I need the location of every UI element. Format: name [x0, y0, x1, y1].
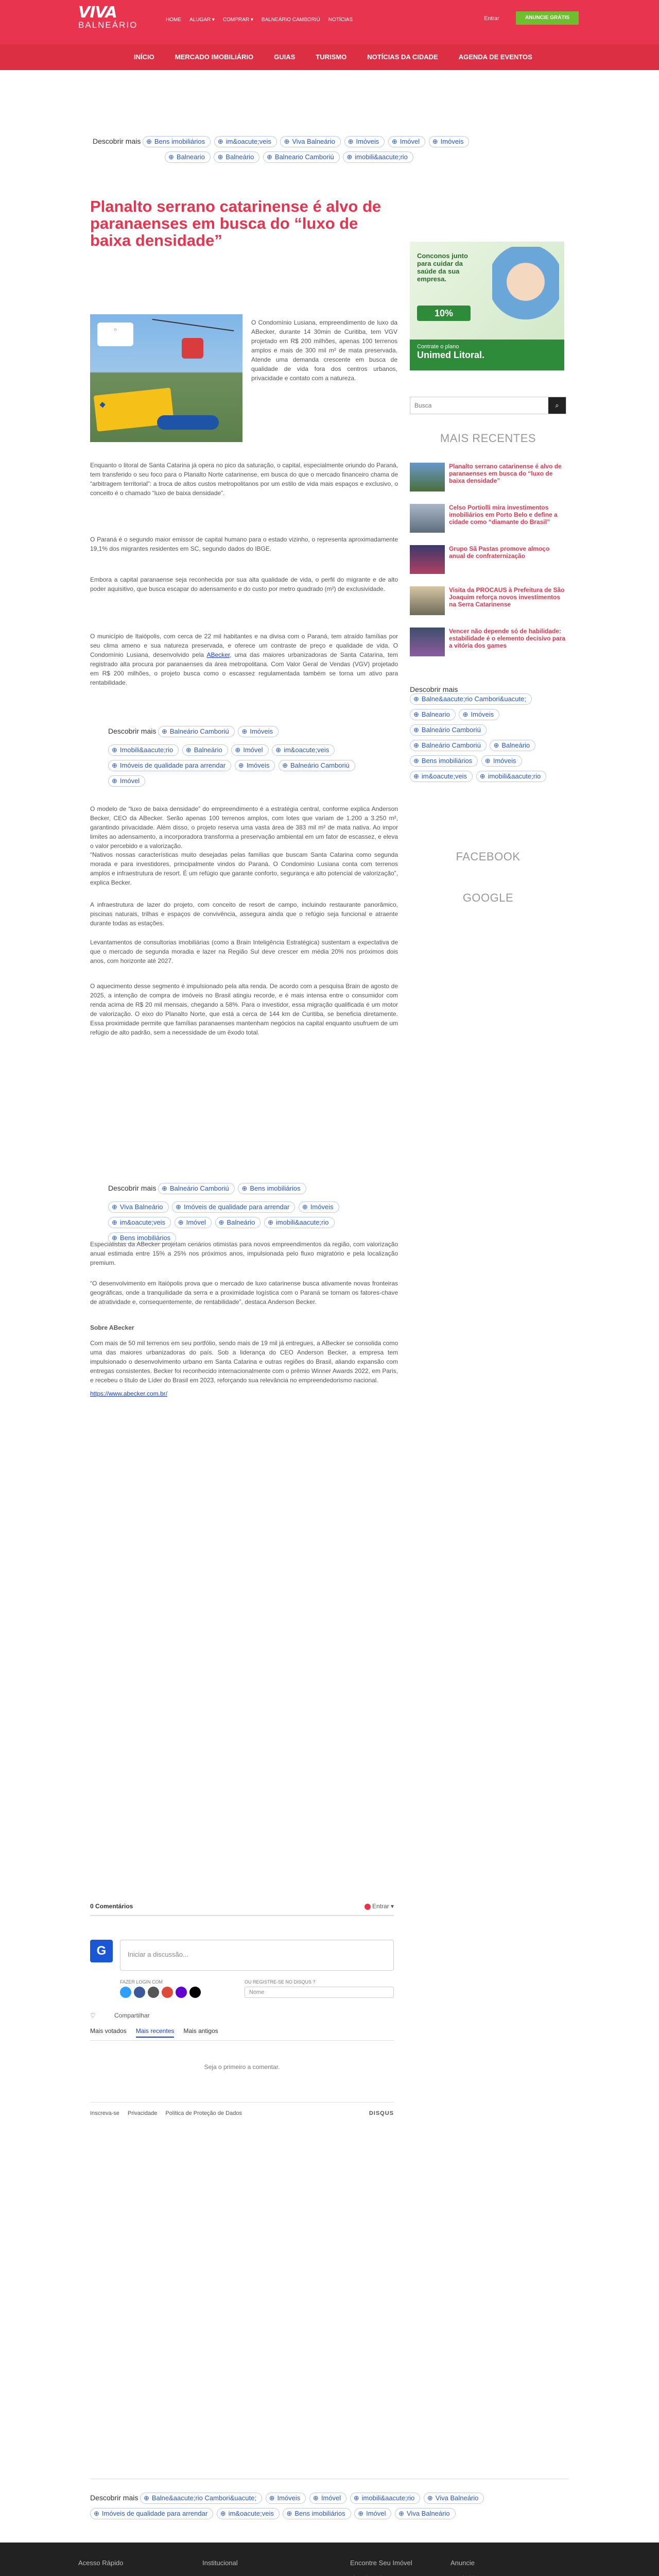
- comment-placeholder: Iniciar a discussão...: [128, 1951, 188, 1958]
- name-placeholder: Nome: [249, 1989, 265, 1995]
- article-paragraph: O Condomínio Lusiana, empreendimento de luxo da ABecker, durante 14 30min de Curitiba, tem VGV projetado em R$ 200 milhões, apenas 100 terrenos amplos e mais de 300 mil m² de mata preservada. Atende uma demanda crescente em busca de qualidade de vida fora dos centros urbanos, privacidade e contato com a natureza.: [251, 319, 397, 382]
- footer-link[interactable]: [202, 2574, 255, 2576]
- article-paragraph: O município de Itaiópolis, com cerca de 22 mil habitantes e na divisa com o Paraná, tem atraído famílias por seu clima ameno e sua natureza preservada, e oferece um contraste de preço e qualidade de vida. O Condomínio Lusiana, desenvolvido pela ABecker, uma das maiores urbanizadoras de Santa Catarina, tem registrado alta procura por paranaenses da área metropolitana. Com Valor Geral de Vendas (VGV) projetado em R$ 200 milhões, o projeto busca como o escassez regulamentada também se torna um ativo para rentabilidade.: [90, 633, 398, 686]
- main-nav: [0, 44, 659, 70]
- recent-title: Planalto serrano catarinense é alvo de paranaenses em busca do “luxo de baixa densidade”: [449, 463, 562, 484]
- comments-login-label: Entrar: [372, 1903, 389, 1910]
- chip[interactable]: ⊕ imobili&aacute;rio: [264, 1217, 335, 1228]
- chip[interactable]: ⊕ Balneário Camboriú: [410, 740, 487, 751]
- discover-label: Descobrir mais: [93, 137, 141, 145]
- footer-col-advertise: [450, 2559, 494, 2576]
- hero-logo-badge: ☼: [97, 323, 133, 346]
- recent-title: Visita da PROCAUS à Prefeitura de São Joaquim reforça novos investimentos na Serra Catarinense: [449, 586, 565, 608]
- discover-label: Descobrir mais: [108, 1184, 157, 1192]
- recent-post[interactable]: [410, 628, 566, 664]
- article-paragraph: Com mais de 50 mil terrenos em seu portfólio, sendo mais de 19 mil já entregues, a ABecker se consolida como uma das maiores urbanizadoras do país. Sob a liderança do CEO Anderson Becker, a empresa tem impulsionado o desenvolvimento urbano em Santa Catarina e outras regiões do Brasil, aliando expansão com entregas consistentes. Becker foi reconhecido internacionalmente com o prêmio Winner Awards 2022, em Paris, e recebeu o título de Líder do Brasil em 2023, reforçando sua relevância no empreendedorismo nacional.: [90, 1340, 398, 1384]
- chip[interactable]: ⊕ Bens imobiliários: [410, 755, 478, 767]
- search-icon[interactable]: ⌕: [548, 397, 566, 414]
- recent-title: Grupo Sã Pastas promove almoço anual de confraternização: [449, 545, 550, 560]
- article-hero-image: [90, 314, 242, 442]
- recent-post[interactable]: [410, 504, 566, 540]
- facebook-icon[interactable]: [134, 1987, 145, 1998]
- chip[interactable]: ⊕ Viva Balneário: [424, 2493, 484, 2504]
- related-chips-mid2: [108, 1183, 396, 1248]
- footer-col-about: [78, 2559, 127, 2576]
- chip[interactable]: ⊕ Balneario: [410, 709, 456, 720]
- chip[interactable]: ⊕ Bens imobiliários: [143, 136, 211, 147]
- apple-icon[interactable]: [189, 1987, 201, 1998]
- article-paragraph: A infraestrutura de lazer do projeto, com conceito de resort de campo, incluindo restaurante panorâmico, piscinas naturais, trilhas e espaços de convivência, assegura ainda que o refúgio seja funcional e atraente durante todas as estações.: [90, 901, 398, 927]
- chip[interactable]: ⊕ Imóvel: [309, 2493, 346, 2504]
- article-paragraph: O aquecimento desse segmento é impulsionado pela alta renda. De acordo com a pesquisa Brain de agosto de 2025, a intenção de compra de imóveis no Brasil atingiu recorde, e é mais intensa entre o consumidor com renda acima de R$ 20 mil mensais, chegando a 58%. Para o investidor, essa migração qualificada é um motor de valorização. O eixo do Planalto Norte, que está a cerca de 144 km de Curitiba, se beneficia diretamente. Essa proximidade permite que famílias paranaenses mantenham negócios na capital enquanto usufruem de um refúgio de alto padrão, sem a necessidade de um êxodo total.: [90, 982, 398, 1036]
- chip[interactable]: ⊕ Imóveis de qualidade para arrendar: [108, 760, 231, 771]
- tab-best[interactable]: Mais votados: [90, 2027, 127, 2035]
- heart-icon[interactable]: ♡: [90, 2012, 96, 2019]
- footer-col-institutional: [202, 2559, 255, 2576]
- section-heading: Sobre ABecker: [90, 1324, 134, 1331]
- recent-heading: MAIS RECENTES: [440, 432, 536, 445]
- footer-link[interactable]: [78, 2574, 127, 2576]
- footer-col-find: [350, 2559, 412, 2576]
- chip[interactable]: ⊕ imobili&aacute;rio: [350, 2493, 421, 2504]
- logo-line1: VIVA: [78, 4, 117, 22]
- chip[interactable]: ⊕ Imóveis: [238, 726, 279, 737]
- chip[interactable]: ⊕ Balneário: [215, 1217, 261, 1228]
- chip[interactable]: ⊕ im&oacute;veis: [214, 136, 277, 147]
- albecker-site-link[interactable]: https://www.abecker.com.br/: [90, 1390, 168, 1397]
- site-footer: [0, 2543, 659, 2576]
- chip[interactable]: ⊕ Balneário: [214, 151, 259, 163]
- tab-newest[interactable]: Mais recentes: [136, 2027, 175, 2038]
- article-paragraph: Especialistas da ABecker projetam cenários otimistas para novos empreendimentos da região, com valorização anual estimada entre 15% a 25% nos próximos anos, impulsionada pelo fluxo migratório e pela localização premium.: [90, 1241, 398, 1266]
- ad-people-image: [492, 247, 559, 334]
- privacy-policy-link[interactable]: Política de Proteção de Dados: [165, 2110, 242, 2116]
- facebook-heading: FACEBOOK: [456, 850, 521, 863]
- login-with-label: FAZER LOGIN COM: [120, 1979, 163, 1985]
- article-paragraph: Enquanto o litoral de Santa Catarina já opera no pico da saturação, o capital, especialmente oriundo do Paraná, tem transferido o seu foco para o Planalto Norte catarinense, em busca do que o mercado financeiro chama de “arbitragem territorial”: a troca de altos custos metropolitanos por um estilo de vida mais espaços e exclusivo, o conceito é o chamado “luxo de baixa densidade”.: [90, 462, 398, 497]
- ad-headline: Conconos junto para cuidar da saúde da sua empresa.: [417, 252, 468, 283]
- recent-thumb: [410, 504, 445, 533]
- subscribe-link[interactable]: Inscreva-se: [90, 2110, 119, 2116]
- chip[interactable]: ⊕ Imóveis: [235, 760, 275, 771]
- chip[interactable]: ⊕ Balneario: [165, 151, 211, 163]
- name-field[interactable]: [245, 1987, 394, 1998]
- footer-heading: Acesso Rápido: [78, 2559, 124, 2567]
- footer-heading: Institucional: [202, 2559, 238, 2567]
- chip[interactable]: ⊕ Balneário Camboriú: [158, 1183, 235, 1194]
- albecker-link[interactable]: ABecker: [206, 651, 230, 658]
- chip[interactable]: ⊕ Bens imobiliários: [238, 1183, 306, 1194]
- chip[interactable]: ⊕ Viva Balneário: [395, 2508, 456, 2519]
- topnav-item-comprar[interactable]: COMPRAR ▾: [222, 17, 253, 23]
- avatar: G: [90, 1940, 113, 1962]
- chip[interactable]: ⊕ Balneário Camboriú: [158, 726, 235, 737]
- chip[interactable]: ⊕ im&oacute;veis: [108, 1217, 171, 1228]
- chip[interactable]: ⊕ Balneário: [182, 744, 228, 756]
- chip[interactable]: ⊕ Bens imobiliários: [283, 2508, 351, 2519]
- disqus-user-icon: [365, 1904, 371, 1910]
- login-link[interactable]: Entrar: [484, 15, 499, 22]
- mainnav-item-mercado[interactable]: MERCADO IMOBILIÁRIO: [175, 53, 254, 61]
- ad-brand: Unimed Litoral.: [417, 350, 485, 360]
- sidebar-search: [410, 397, 566, 414]
- footer-heading: Encontre Seu Imóvel: [350, 2559, 412, 2567]
- logo-line2: BALNEÁRIO: [78, 20, 138, 30]
- comment-box[interactable]: [120, 1940, 394, 1971]
- comments-header: [90, 1903, 394, 1916]
- mainnav-item-guias[interactable]: GUIAS: [274, 53, 296, 61]
- recent-thumb: [410, 628, 445, 656]
- article-paragraph: “O desenvolvimento em Itaiópolis prova que o mercado de luxo catarinense busca ativamente novas fronteiras geográficas, onde a tranquilidade da serra e a proximidade logística com o Paraná se tornam os fatores-chave de atratividade e, consequentemente, de rentabilidade”, destaca Anderson Becker.: [90, 1280, 398, 1306]
- chip[interactable]: ⊕ imobili&aacute;rio: [343, 151, 413, 163]
- article-title: Planalto serrano catarinense é alvo de paranaenses em busca do “luxo de baixa densidade”: [90, 197, 381, 249]
- related-chips-top: [93, 136, 566, 167]
- chip[interactable]: ⊕ Imóvel: [388, 136, 425, 147]
- chip[interactable]: ⊕ Bens imobiliários: [108, 1232, 176, 1244]
- recent-title: Vencer não depende só de habilidade: estabilidade é o elemento decisivo para a vitória dos games: [449, 628, 566, 649]
- discover-label: Descobrir mais: [410, 685, 458, 693]
- chip[interactable]: ⊕ Viva Balneário: [108, 1201, 169, 1213]
- sort-tabs: [90, 2027, 218, 2038]
- google-icon[interactable]: [162, 1987, 173, 1998]
- mainnav-item-noticias[interactable]: NOTÍCIAS DA CIDADE: [367, 53, 438, 61]
- discover-label: Descobrir mais: [108, 727, 157, 735]
- x-icon[interactable]: [148, 1987, 159, 1998]
- footer-link[interactable]: [450, 2574, 494, 2576]
- discover-label: Descobrir mais: [90, 2494, 138, 2502]
- disqus-footer: [90, 2110, 394, 2116]
- chip[interactable]: ⊕ Imóvel: [175, 1217, 212, 1228]
- chip[interactable]: ⊕ Imóveis: [266, 2493, 306, 2504]
- top-nav: [166, 17, 353, 23]
- recent-thumb: [410, 463, 445, 492]
- share-button[interactable]: Compartilhar: [114, 2012, 150, 2019]
- recent-thumb: [410, 586, 445, 615]
- chip[interactable]: ⊕ Imóveis: [429, 136, 470, 147]
- social-login-icons: [120, 1987, 201, 1998]
- chip[interactable]: ⊕ im&oacute;veis: [217, 2508, 280, 2519]
- recent-post[interactable]: [410, 463, 566, 499]
- footer-heading: Anuncie: [450, 2559, 475, 2567]
- privacy-link[interactable]: Privacidade: [127, 2110, 158, 2116]
- site-logo[interactable]: [78, 5, 137, 30]
- chip[interactable]: ⊕ Imóvel: [108, 775, 145, 787]
- article-paragraph: “Nativos nossas características muito desejadas pelas famílias que buscam Santa Catarina como segunda morada e para investidores, principalmente vindos do Paraná. O Condomínio Lusiana conta com terrenos amplos e infraestrutura de resort. É um refúgio que garante conforto, segurança e alto potencial de valorização”, explica Becker.: [90, 851, 398, 886]
- recent-post[interactable]: [410, 545, 566, 581]
- comments-login[interactable]: Entrar ▾: [365, 1903, 394, 1910]
- chip[interactable]: ⊕ Imóveis: [299, 1201, 339, 1213]
- chip[interactable]: ⊕ Balneário Camboriú: [410, 724, 487, 736]
- topnav-item-home[interactable]: HOME: [166, 17, 181, 23]
- chip[interactable]: ⊕ im&oacute;veis: [410, 771, 473, 782]
- hero-sign: ◆: [94, 387, 174, 431]
- recent-title: Celso Portiolli mira investimentos imobiliários em Porto Belo e define a cidade como “diamante do Brasil”: [449, 504, 558, 526]
- microsoft-icon[interactable]: [176, 1987, 187, 1998]
- topnav-item-balneario-camboriu[interactable]: BALNEÁRIO CAMBORIÚ: [261, 17, 320, 23]
- article-paragraph: O modelo de “luxo de baixa densidade” do empreendimento é a estratégia central, conforme explica Anderson Becker, CEO da ABecker. Serão apenas 100 terrenos amplos, com lotes que variam de 1.200 a 3.250 m², garantindo privacidade. Além disso, o projeto reserva uma vasta área de 383 mil m² de mata nativa. Ao impor limites ao adensamento, a incorporadora transforma a preservação ambiental em um fator de escassez, e eleva o valor percebido e a valorização.: [90, 805, 398, 850]
- disqus-logo[interactable]: DISQUS: [369, 2110, 394, 2116]
- sidebar-ad[interactable]: [410, 242, 564, 370]
- ad-footer: [410, 340, 564, 370]
- chip[interactable]: ⊕ Imóveis: [481, 755, 522, 767]
- mainnav-item-turismo[interactable]: TURISMO: [316, 53, 347, 61]
- disqus-icon[interactable]: [120, 1987, 131, 1998]
- search-input[interactable]: [410, 397, 548, 414]
- chip[interactable]: ⊕ Imóveis de qualidade para arrendar: [172, 1201, 295, 1213]
- chip[interactable]: ⊕ Imóveis: [344, 136, 385, 147]
- chip[interactable]: ⊕ Imóveis: [459, 709, 499, 720]
- top-bar: [0, 0, 659, 44]
- chip[interactable]: ⊕ Imóveis de qualidade para arrendar: [90, 2508, 213, 2519]
- article-paragraph: Embora a capital paranaense seja reconhecida por sua alta qualidade de vida, o perfil do migrante e de alto poder aquisitivo, que busca escapar do adensamento e do custo por metro quadrado (m²) de exclusividade.: [90, 576, 398, 592]
- topnav-item-noticias[interactable]: NOTÍCIAS: [328, 17, 353, 23]
- mainnav-item-inicio[interactable]: INÍCIO: [134, 53, 154, 61]
- recent-post[interactable]: [410, 586, 566, 622]
- article-paragraph: O Paraná é o segundo maior emissor de capital humano para o estado vizinho, o representa aproximadamente 19,1% dos migrantes residentes em SC, segundo dados do IBGE.: [90, 536, 398, 552]
- chip[interactable]: ⊕ imobili&aacute;rio: [476, 771, 547, 782]
- mainnav-item-agenda[interactable]: AGENDA DE EVENTOS: [458, 53, 532, 61]
- chip[interactable]: ⊕ Imóvel: [354, 2508, 391, 2519]
- related-chips-mid1: [108, 726, 396, 791]
- chip[interactable]: ⊕ Viva Balneário: [280, 136, 341, 147]
- register-label: OU REGISTRE-SE NO DISQUS ?: [245, 1979, 316, 1985]
- tab-oldest[interactable]: Mais antigos: [183, 2027, 218, 2035]
- topnav-item-aluguel[interactable]: ALUGAR ▾: [189, 17, 215, 23]
- related-chips-bottom: [90, 2493, 569, 2523]
- recent-thumb: [410, 545, 445, 574]
- ad-footer-line1: Contrate o plano: [417, 344, 459, 350]
- sidebar-chips: [410, 685, 566, 786]
- chip[interactable]: ⊕ Balneario Camboriú: [263, 151, 340, 163]
- chip[interactable]: ⊕ Balneário Camboriú: [279, 760, 355, 771]
- footer-link[interactable]: [350, 2574, 412, 2576]
- ad-discount: 10%: [417, 306, 471, 321]
- chip[interactable]: ⊕ Balneário: [490, 740, 535, 751]
- empty-comments: Seja o primeiro a comentar.: [204, 2063, 280, 2071]
- comments-count: 0 Comentários: [90, 1903, 133, 1910]
- chip[interactable]: ⊕ im&oacute;veis: [272, 744, 335, 756]
- chip[interactable]: ⊕ Balne&aacute;rio Cambori&uacute;: [140, 2493, 262, 2504]
- article-paragraph: Levantamentos de consultorias imobiliárias (como a Brain Inteligência Estratégica) sustentam a expectativa de que o mercado de segunda moradia e lazer na Região Sul deve crescer em média 20% nos próximos dois anos, com horizonte até 2027.: [90, 939, 398, 964]
- chip[interactable]: ⊕ Imóvel: [231, 744, 268, 756]
- chip[interactable]: ⊕ Balne&aacute;rio Cambori&uacute;: [410, 693, 532, 705]
- chip[interactable]: ⊕ Imobili&aacute;rio: [108, 744, 179, 756]
- google-heading: GOOGLE: [462, 891, 514, 904]
- advertise-button[interactable]: ANUNCIE GRÁTIS: [516, 11, 579, 25]
